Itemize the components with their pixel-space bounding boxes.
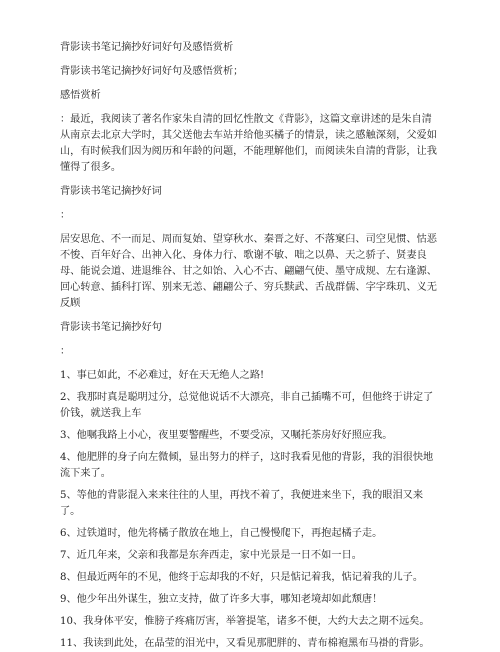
list-item: 1、事已如此，不必难过，好在天无绝人之路! xyxy=(60,370,265,381)
document-title: 背影读书笔记摘抄好词好句及感悟赏析 xyxy=(60,42,234,53)
reflection-paragraph: ：最近，我阅读了著名作家朱自清的回忆性散文《背影》，这篇文章讲述的是朱自清从南京去北京大学时，其父送他去车站并给他买橘子的情景，读之感触深刻，父爱如山，有时候我们因为阅历和年龄的问题，不能理解他们，而阅读朱自清的背影，让我懂得了很多。 xyxy=(60,114,437,173)
list-item: 7、近几年来，父亲和我都是东奔西走，家中光景是一日不如一日。 xyxy=(60,550,362,561)
document-subtitle: 背影读书笔记摘抄好词好句及感悟赏析； xyxy=(60,66,244,77)
list-item: 2、我那时真是聪明过分，总觉他说话不大漂亮，非自己插嘴不可，但他终于讲定了价钱，就送我上车 xyxy=(60,392,434,419)
list-item: 11、我读到此处，在晶莹的泪光中，又看见那肥胖的、青布棉袍黑布马褂的背影。 xyxy=(60,638,430,649)
list-item: 10、我身体平安，惟膀子疼痛厉害，举箸提笔，诸多不便，大约大去之期不远矣。 xyxy=(60,616,430,627)
list-item: 9、他少年出外谋生，独立支持，做了许多大事，哪知老境却如此颓唐！ xyxy=(60,594,383,605)
words-colon: ： xyxy=(60,210,71,221)
sentences-list xyxy=(60,368,440,652)
words-paragraph: 居安思危、不一而足、周而复始、望穿秋水、秦晋之好、不落窠臼、司空见惯、怙恶不悛、百年好合、出神入化、身体力行、歌谢不敏、咄之以鼻、天之骄子、贤妻良母、能说会道、进退维谷、甘之如饴、入心不古、翩翩气使、墨守成规、左右逢源、回心转意、插科打诨、别来无恙、翩翩公子、穷兵黩武、舌战群儒、字字珠玑、义无反顾 xyxy=(60,234,437,309)
sentences-colon: ： xyxy=(60,346,71,357)
list-item: 6、过铁道时，他先将橘子散放在地上，自己慢慢爬下，再抱起橘子走。 xyxy=(60,528,383,539)
list-item: 5、等他的背影混入来来往往的人里，再找不着了，我便进来坐下，我的眼泪又来了。 xyxy=(60,490,424,517)
sentences-heading: 背影读书笔记摘抄好句 xyxy=(60,322,162,333)
words-heading: 背影读书笔记摘抄好词 xyxy=(60,186,162,197)
list-item: 8、但最近两年的不见，他终于忘却我的不好，只是惦记着我，惦记着我的儿子。 xyxy=(60,572,424,583)
list-item: 3、他嘱我路上小心，夜里要警醒些，不要受凉，又嘱托茶房好好照应我。 xyxy=(60,430,393,441)
reflection-heading: 感悟赏析 xyxy=(60,90,101,101)
list-item: 4、他肥胖的身子向左微倾，显出努力的样子，这时我看见他的背影，我的泪很快地流下来了。 xyxy=(60,452,434,479)
